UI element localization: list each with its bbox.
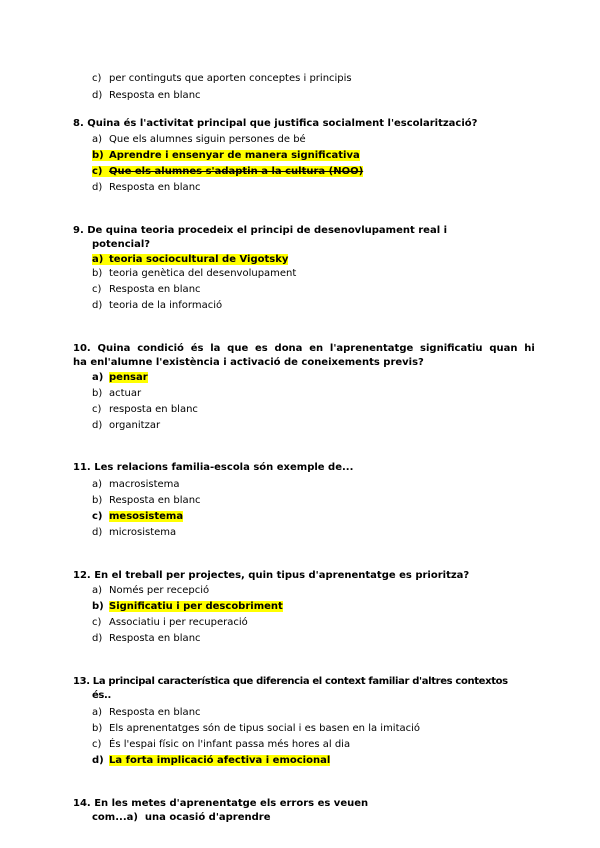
q11-option-c-correct: c) mesosistema xyxy=(92,511,184,522)
q13-question: 13. La principal característica que diferencia el context familiar d'altres contextos és.. xyxy=(73,676,508,701)
q13-option-c: c) És l'espai físic on l'infant passa més hores al dia xyxy=(92,739,351,750)
q11-option-b: b) Resposta en blanc xyxy=(92,495,201,506)
q10-question: 10. Quina condició és la que es dona en l'aprenentatge significatiu quan hi ha enl'alumne l'existència i activació de coneixements previs? xyxy=(73,343,535,368)
q14-answer-highlight: a) una ocasió d'aprendre xyxy=(126,812,271,823)
q13-option-b: b) Els aprenentatges són de tipus social i es basen en la imitació xyxy=(92,723,421,734)
q7-option-c: c) per continguts que aporten conceptes i principis xyxy=(92,73,352,84)
q10-option-b: b) actuar xyxy=(92,388,142,399)
q12-option-d: d) Resposta en blanc xyxy=(92,633,201,644)
q9-question: 9. De quina teoria procedeix el principi de desenovlupament real i potencial? xyxy=(73,225,448,250)
q9-option-c: c) Resposta en blanc xyxy=(92,284,201,295)
q8-option-a: a) Que els alumnes siguin persones de bé xyxy=(92,134,306,145)
q9-option-d: d) teoria de la informació xyxy=(92,300,223,311)
q11-option-d: d) microsistema xyxy=(92,527,177,538)
q8-option-d: d) Resposta en blanc xyxy=(92,182,201,193)
q8-option-c-struck: c) Que els alumnes s'adaptin a la cultura (NOO) xyxy=(92,166,364,177)
q13-option-d-correct: d) La forta implicació afectiva i emocional xyxy=(92,755,331,766)
q12-question: 12. En el treball per projectes, quin tipus d'aprenentatge es prioritza? xyxy=(73,570,470,581)
q10-option-c: c) resposta en blanc xyxy=(92,404,198,415)
q8-question: 8. Quina és l'activitat principal que justifica socialment l'escolarització? xyxy=(73,118,478,129)
q10-option-a-correct: a) pensar xyxy=(92,372,148,383)
q11-question: 11. Les relacions familia-escola són exemple de... xyxy=(73,462,354,473)
q9-option-a-correct: a) teoria sociocultural de Vigotsky xyxy=(92,254,289,265)
q11-option-a: a) macrosistema xyxy=(92,479,180,490)
q7-option-d: d) Resposta en blanc xyxy=(92,90,201,101)
q12-option-b-correct: b) Significatiu i per descobriment xyxy=(92,601,283,612)
q10-option-d: d) organitzar xyxy=(92,420,161,431)
q8-option-b-correct: b) Aprendre i ensenyar de manera significativa xyxy=(92,150,360,161)
q14-question: 14. En les metes d'aprenentatge els errors es veuen com...a) una ocasió d'aprendre xyxy=(73,798,369,823)
q9-option-b: b) teoria genètica del desenvolupament xyxy=(92,268,297,279)
q13-option-a: a) Resposta en blanc xyxy=(92,707,201,718)
q12-option-a: a) Només per recepció xyxy=(92,585,210,596)
q12-option-c: c) Associatiu i per recuperació xyxy=(92,617,248,628)
